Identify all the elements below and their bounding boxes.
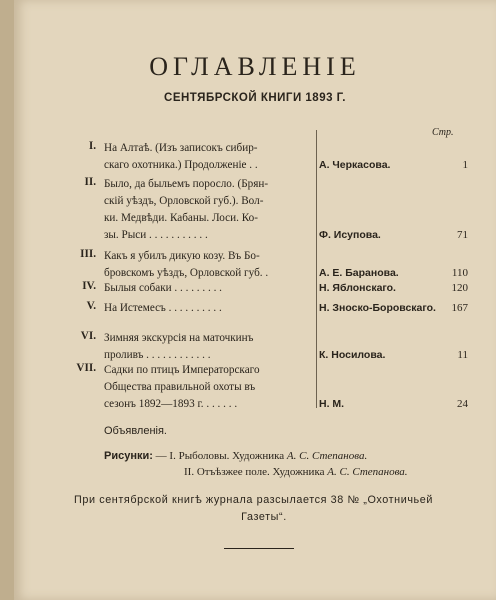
toc-entry xyxy=(14,248,496,282)
page-title: ОГЛАВЛЕНІЕ xyxy=(149,52,361,81)
picture-item-2-author: А. С. Степанова. xyxy=(327,466,408,478)
footer-note xyxy=(74,492,454,526)
toc-entry-title-line: Было, да быльемъ поросло. (Брян- xyxy=(104,178,269,190)
toc-entry-number: III. xyxy=(80,248,96,260)
toc-entry-number: VII. xyxy=(76,362,96,374)
picture-item-1-author: А. С. Степанова. xyxy=(286,450,368,462)
toc-entry-title-line: Зимняя экскурсія на маточкинъ xyxy=(104,332,254,344)
toc-entry-author: К. Носилова. xyxy=(319,349,386,361)
toc-entry-page: 24 xyxy=(457,398,468,410)
toc-entry xyxy=(14,300,496,317)
toc-entry-title-line: скій уѣздъ, Орловской губ.). Вол- xyxy=(104,195,264,207)
toc-entry-author: Н. Зноско-Боровскаго. xyxy=(319,302,436,314)
page-column-label: Стр. xyxy=(432,127,454,138)
toc-entry-title-line: На Истемесъ . . . . . . . . . . xyxy=(104,302,222,314)
book-page xyxy=(14,0,496,600)
toc-entry-author: Н. Яблонскаго. xyxy=(319,282,396,294)
toc-entry-title-line: ки. Медвѣди. Кабаны. Лоси. Ко- xyxy=(104,212,258,224)
toc-entry-title-line: зы. Рыси . . . . . . . . . . . xyxy=(104,229,208,241)
pictures-line-2 xyxy=(184,466,408,478)
toc-entry-number: V. xyxy=(86,300,96,312)
toc-entry xyxy=(14,362,496,413)
toc-entry-number: II. xyxy=(84,176,96,188)
footer-line-2: Газеты“. xyxy=(241,511,287,523)
toc-entry-page: 110 xyxy=(451,267,468,279)
toc-entry xyxy=(14,176,496,244)
pictures-label: Рисунки: xyxy=(104,450,153,462)
toc-entry-title-line: Общества правильной охоты въ xyxy=(104,381,256,393)
toc-entry-title-line: На Алтаѣ. (Изъ записокъ сибир- xyxy=(104,142,258,154)
announcements-label: Объявленія. xyxy=(104,425,167,437)
footer-line-1: При сентябрской книгѣ журнала разсылается 38 № „Охотничьей xyxy=(74,494,434,506)
toc-entry-page: 167 xyxy=(451,302,468,314)
toc-entry-page: 11 xyxy=(457,349,468,361)
toc-entry-number: I. xyxy=(88,140,96,152)
toc-entry-title-line: сезонъ 1892—1893 г. . . . . . . xyxy=(104,398,238,410)
pictures-line-1 xyxy=(104,450,367,462)
toc-entry-author: А. Черкасова. xyxy=(319,159,391,171)
closing-rule xyxy=(224,548,294,549)
toc-entry-title-line: проливъ . . . . . . . . . . . . xyxy=(104,349,211,361)
toc-entry-author: Ф. Исупова. xyxy=(319,229,381,241)
toc-entry-author: А. Е. Баранова. xyxy=(319,267,399,279)
toc-entry-title-line: Какъ я убилъ дикую козу. Въ Бо- xyxy=(104,250,260,262)
toc-entry-page: 120 xyxy=(451,282,468,294)
toc-entry-page: 71 xyxy=(457,229,468,241)
toc-entry-title-line: Садки по птицъ Императорскаго xyxy=(104,364,260,376)
picture-item-2: II. Отъѣзжее поле. Художника xyxy=(184,466,325,478)
toc-entry-number: VI. xyxy=(80,330,96,342)
toc-entry xyxy=(14,280,496,297)
toc-entry xyxy=(14,140,496,174)
toc-entry-title-line: Былыя собаки . . . . . . . . . xyxy=(104,282,222,294)
toc-entry-author: Н. М. xyxy=(319,398,345,410)
toc-entry-title-line: скаго охотника.) Продолженіе . . xyxy=(104,159,258,171)
toc-entry xyxy=(14,330,496,364)
toc-entry-number: IV. xyxy=(82,280,96,292)
toc-entry-page: 1 xyxy=(462,159,468,171)
toc-entry-title-line: бровскомъ уѣздъ, Орловской губ. . xyxy=(104,267,269,279)
page-subtitle: СЕНТЯБРСКОЙ КНИГИ 1893 Г. xyxy=(164,92,346,104)
picture-item-1: — I. Рыболовы. Художника xyxy=(155,450,285,462)
